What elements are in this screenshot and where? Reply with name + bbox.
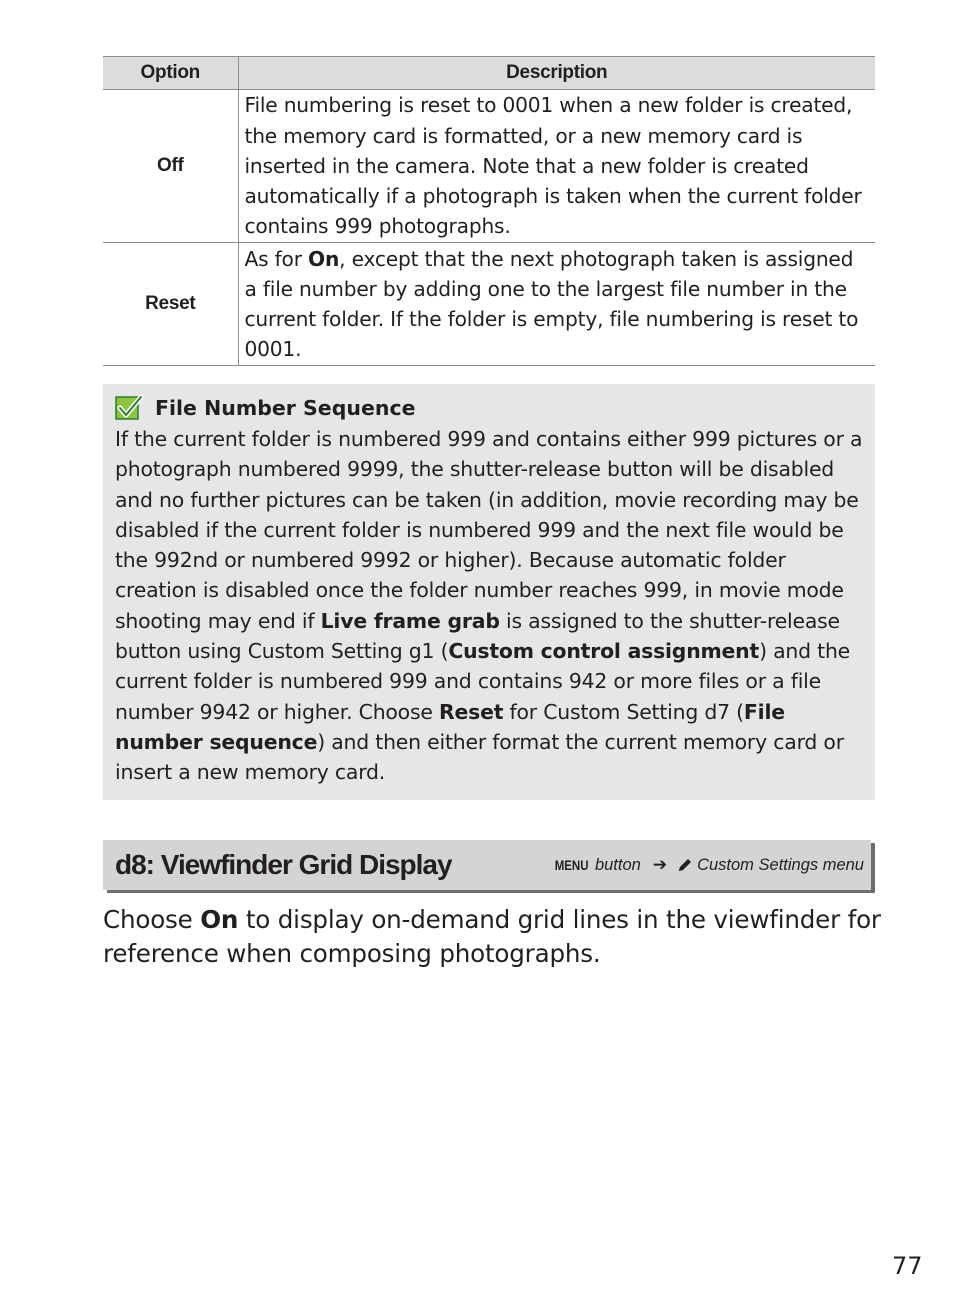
menu-breadcrumb bbox=[551, 855, 864, 875]
menu-name: Custom Settings menu bbox=[697, 855, 864, 874]
note-box bbox=[103, 384, 875, 800]
note-header bbox=[115, 392, 865, 424]
note-text: If the current folder is numbered 999 and contains either 999 pictures or a photograph numbered 9999, the shutter-release button will be disabled and no further pictures can be taken (in addition, movie recording may be disabled if the current folder is numbered 999 and the next file would be the 992nd or numbered 9992 or higher). Because automatic folder creation is disabled once the folder number reaches 999, in movie mode shooting may end if bbox=[115, 427, 863, 633]
note-bold: File number sequence bbox=[115, 699, 785, 754]
note-text: ) and the current folder is numbered 999 and contains 942 or more files or a file number 9942 or higher. Choose bbox=[115, 639, 851, 724]
table-header-row bbox=[103, 57, 875, 90]
options-table bbox=[103, 56, 875, 366]
table-row bbox=[103, 90, 875, 243]
option-reset: Reset bbox=[103, 243, 238, 366]
note-bold: Live frame grab bbox=[320, 608, 500, 633]
body-paragraph bbox=[103, 903, 883, 970]
section-header bbox=[103, 840, 871, 890]
arrow-right-icon: ➔ bbox=[652, 855, 668, 874]
table-row bbox=[103, 243, 875, 366]
note-text: ) and then either format the current memory card or insert a new memory card. bbox=[115, 729, 844, 785]
button-word: button bbox=[594, 855, 641, 874]
body-text: to display on-demand grid lines in the viewfinder for reference when composing photographs. bbox=[103, 905, 881, 968]
description-off: File numbering is reset to 0001 when a new folder is created, the memory card is formatted, or a new memory card is inserted in the camera. Note that a new folder is created automatically if a photograph is taken when the current folder contains 999 photographs. bbox=[238, 90, 875, 243]
note-body bbox=[115, 424, 865, 788]
desc-bold: On bbox=[308, 246, 340, 271]
note-title: File Number Sequence bbox=[155, 396, 416, 420]
desc-text: , except that the next photograph taken is assigned a file number by adding one to the largest file number in the current folder. If the folder is empty, file numbering is reset to 0001. bbox=[244, 246, 859, 362]
page-number: 77 bbox=[892, 1252, 923, 1280]
note-text: is assigned to the shutter-release button using Custom Setting g1 ( bbox=[115, 608, 840, 664]
section-title: d8: Viewfinder Grid Display bbox=[115, 849, 452, 880]
note-bold: Reset bbox=[439, 699, 504, 724]
description-reset bbox=[238, 243, 875, 366]
body-text: Choose bbox=[103, 905, 201, 934]
header-description: Description bbox=[238, 57, 875, 90]
header-option: Option bbox=[103, 57, 238, 90]
desc-text: As for bbox=[244, 246, 309, 271]
option-off: Off bbox=[103, 90, 238, 243]
body-bold: On bbox=[200, 905, 239, 934]
menu-button-label: MENU bbox=[554, 857, 589, 873]
checkmark-icon bbox=[115, 395, 143, 421]
pencil-icon bbox=[677, 857, 693, 873]
note-text: for Custom Setting d7 ( bbox=[503, 699, 744, 724]
note-bold: Custom control assignment bbox=[448, 639, 760, 664]
